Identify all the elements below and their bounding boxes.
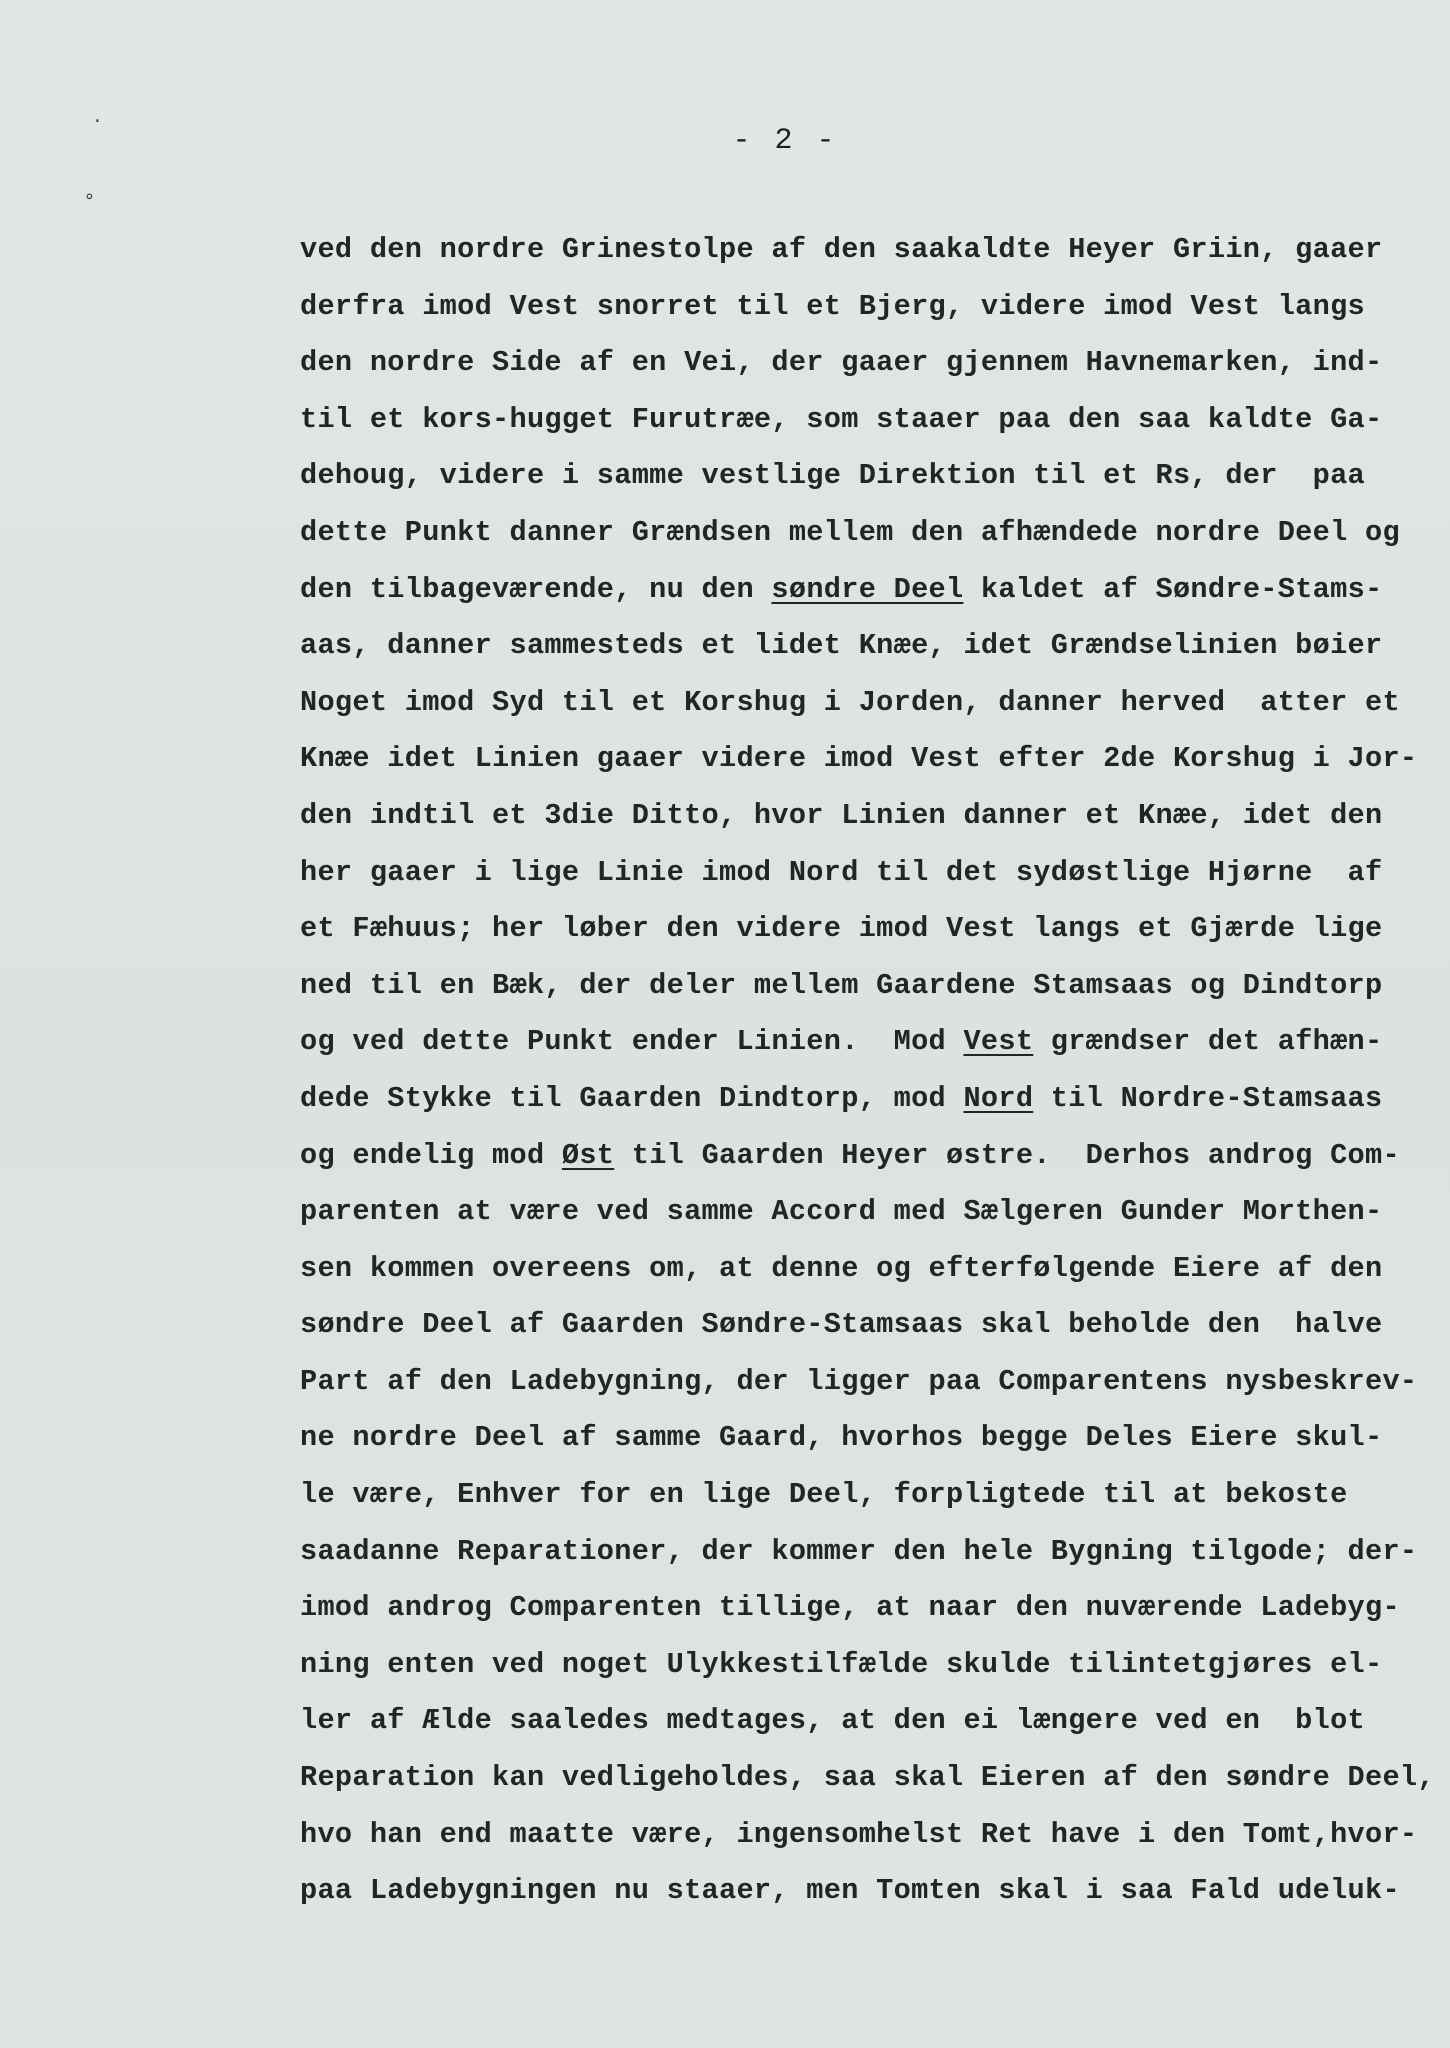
underlined-term: Nord	[963, 1081, 1034, 1115]
text-line	[300, 788, 1390, 845]
text-line	[300, 1863, 1400, 1920]
text-line	[300, 1071, 1390, 1128]
line-text: dette Punkt danner Grændsen mellem den afhændede nordre Deel og	[300, 515, 1400, 549]
line-text: Noget imod Syd til et Korshug i Jorden, danner herved atter et	[300, 685, 1400, 719]
line-text: og ved dette Punkt ender Linien. Mod	[300, 1025, 964, 1059]
line-text: Reparation kan vedligeholdes, saa skal Eieren af den søndre Deel,	[300, 1761, 1435, 1795]
underlined-term: Øst	[561, 1138, 615, 1172]
text-line	[300, 1467, 1390, 1524]
text-line	[300, 1637, 1390, 1694]
margin-mark: ∘	[84, 188, 95, 208]
text-line	[300, 392, 1390, 449]
text-line	[300, 675, 1400, 732]
line-text: Knæe idet Linien gaaer videre imod Vest efter 2de Korshug i Jor-	[300, 742, 1418, 776]
text-line	[300, 1693, 1390, 1750]
page-number: - 2 -	[732, 124, 838, 158]
line-text: her gaaer i lige Linie imod Nord til det sydøstlige Hjørne af	[300, 855, 1383, 889]
line-text: ler af Ælde saaledes medtages, at den ei længere ved en blot	[300, 1704, 1366, 1738]
margin-dot: ·	[92, 112, 103, 132]
text-line	[300, 1014, 1390, 1071]
text-line	[300, 618, 1390, 675]
text-line	[300, 1297, 1390, 1354]
line-text: saadanne Reparationer, der kommer den hele Bygning tilgode; der-	[300, 1534, 1418, 1568]
line-text: hvo han end maatte være, ingensomhelst Ret have i den Tomt,hvor-	[300, 1817, 1418, 1851]
text-line	[300, 1128, 1400, 1185]
text-line	[300, 1184, 1390, 1241]
line-text: Part af den Ladebygning, der ligger paa Comparentens nysbeskrev-	[300, 1364, 1418, 1398]
text-line	[300, 1524, 1418, 1581]
text-line	[300, 731, 1418, 788]
line-text: paa Ladebygningen nu staaer, men Tomten skal i saa Fald udeluk-	[300, 1874, 1400, 1908]
line-text: og endelig mod	[300, 1138, 562, 1172]
line-text: kaldet af Søndre-Stams-	[963, 572, 1383, 606]
line-text: imod androg Comparenten tillige, at naar den nuværende Ladebyg-	[300, 1591, 1400, 1625]
line-text: ning enten ved noget Ulykkestilfælde skulde tilintetgjøres el-	[300, 1647, 1383, 1681]
line-text: sen kommen overeens om, at denne og efterfølgende Eiere af den	[300, 1251, 1383, 1285]
line-text: ned til en Bæk, der deler mellem Gaardene Stamsaas og Dindtorp	[300, 968, 1383, 1002]
line-text: ne nordre Deel af samme Gaard, hvorhos begge Deles Eiere skul-	[300, 1421, 1383, 1455]
line-text: le være, Enhver for en lige Deel, forpligtede til at bekoste	[300, 1478, 1348, 1512]
line-text: parenten at være ved samme Accord med Sælgeren Gunder Morthen-	[300, 1195, 1383, 1229]
line-text: dehoug, videre i samme vestlige Direktion til et Rs, der paa	[300, 459, 1366, 493]
line-text: et Fæhuus; her løber den videre imod Vest langs et Gjærde lige	[300, 912, 1383, 946]
line-text: grændser det afhæn-	[1033, 1025, 1383, 1059]
document-body	[300, 222, 1435, 1920]
line-text: den nordre Side af en Vei, der gaaer gjennem Havnemarken, ind-	[300, 346, 1383, 380]
text-line	[300, 1241, 1390, 1298]
text-line	[300, 1354, 1418, 1411]
line-text: til Gaarden Heyer østre. Derhos androg Com-	[614, 1138, 1400, 1172]
text-line	[300, 1807, 1418, 1864]
text-line	[300, 448, 1390, 505]
text-line	[300, 901, 1390, 958]
text-line	[300, 1410, 1390, 1467]
line-text: derfra imod Vest snorret til et Bjerg, videre imod Vest langs	[300, 289, 1366, 323]
underlined-term: Vest	[963, 1025, 1034, 1059]
line-text: dede Stykke til Gaarden Dindtorp, mod	[300, 1081, 964, 1115]
line-text: til Nordre-Stamsaas	[1033, 1081, 1383, 1115]
text-line	[300, 279, 1390, 336]
text-line	[300, 222, 1390, 279]
line-text: ved den nordre Grinestolpe af den saakaldte Heyer Griin, gaaer	[300, 233, 1383, 266]
text-line	[300, 845, 1390, 902]
text-line	[300, 1750, 1435, 1807]
line-text: søndre Deel af Gaarden Søndre-Stamsaas skal beholde den halve	[300, 1308, 1383, 1342]
text-line	[300, 505, 1400, 562]
underlined-term: søndre Deel	[771, 572, 964, 606]
text-line	[300, 335, 1390, 392]
text-line	[300, 958, 1390, 1015]
text-line	[300, 1580, 1400, 1637]
line-text: aas, danner sammesteds et lidet Knæe, idet Grændselinien bøier	[300, 629, 1383, 663]
text-line	[300, 562, 1390, 619]
line-text: den indtil et 3die Ditto, hvor Linien danner et Knæe, idet den	[300, 798, 1383, 832]
line-text: til et kors-hugget Furutræe, som staaer paa den saa kaldte Ga-	[300, 402, 1383, 436]
line-text: den tilbageværende, nu den	[300, 572, 772, 606]
